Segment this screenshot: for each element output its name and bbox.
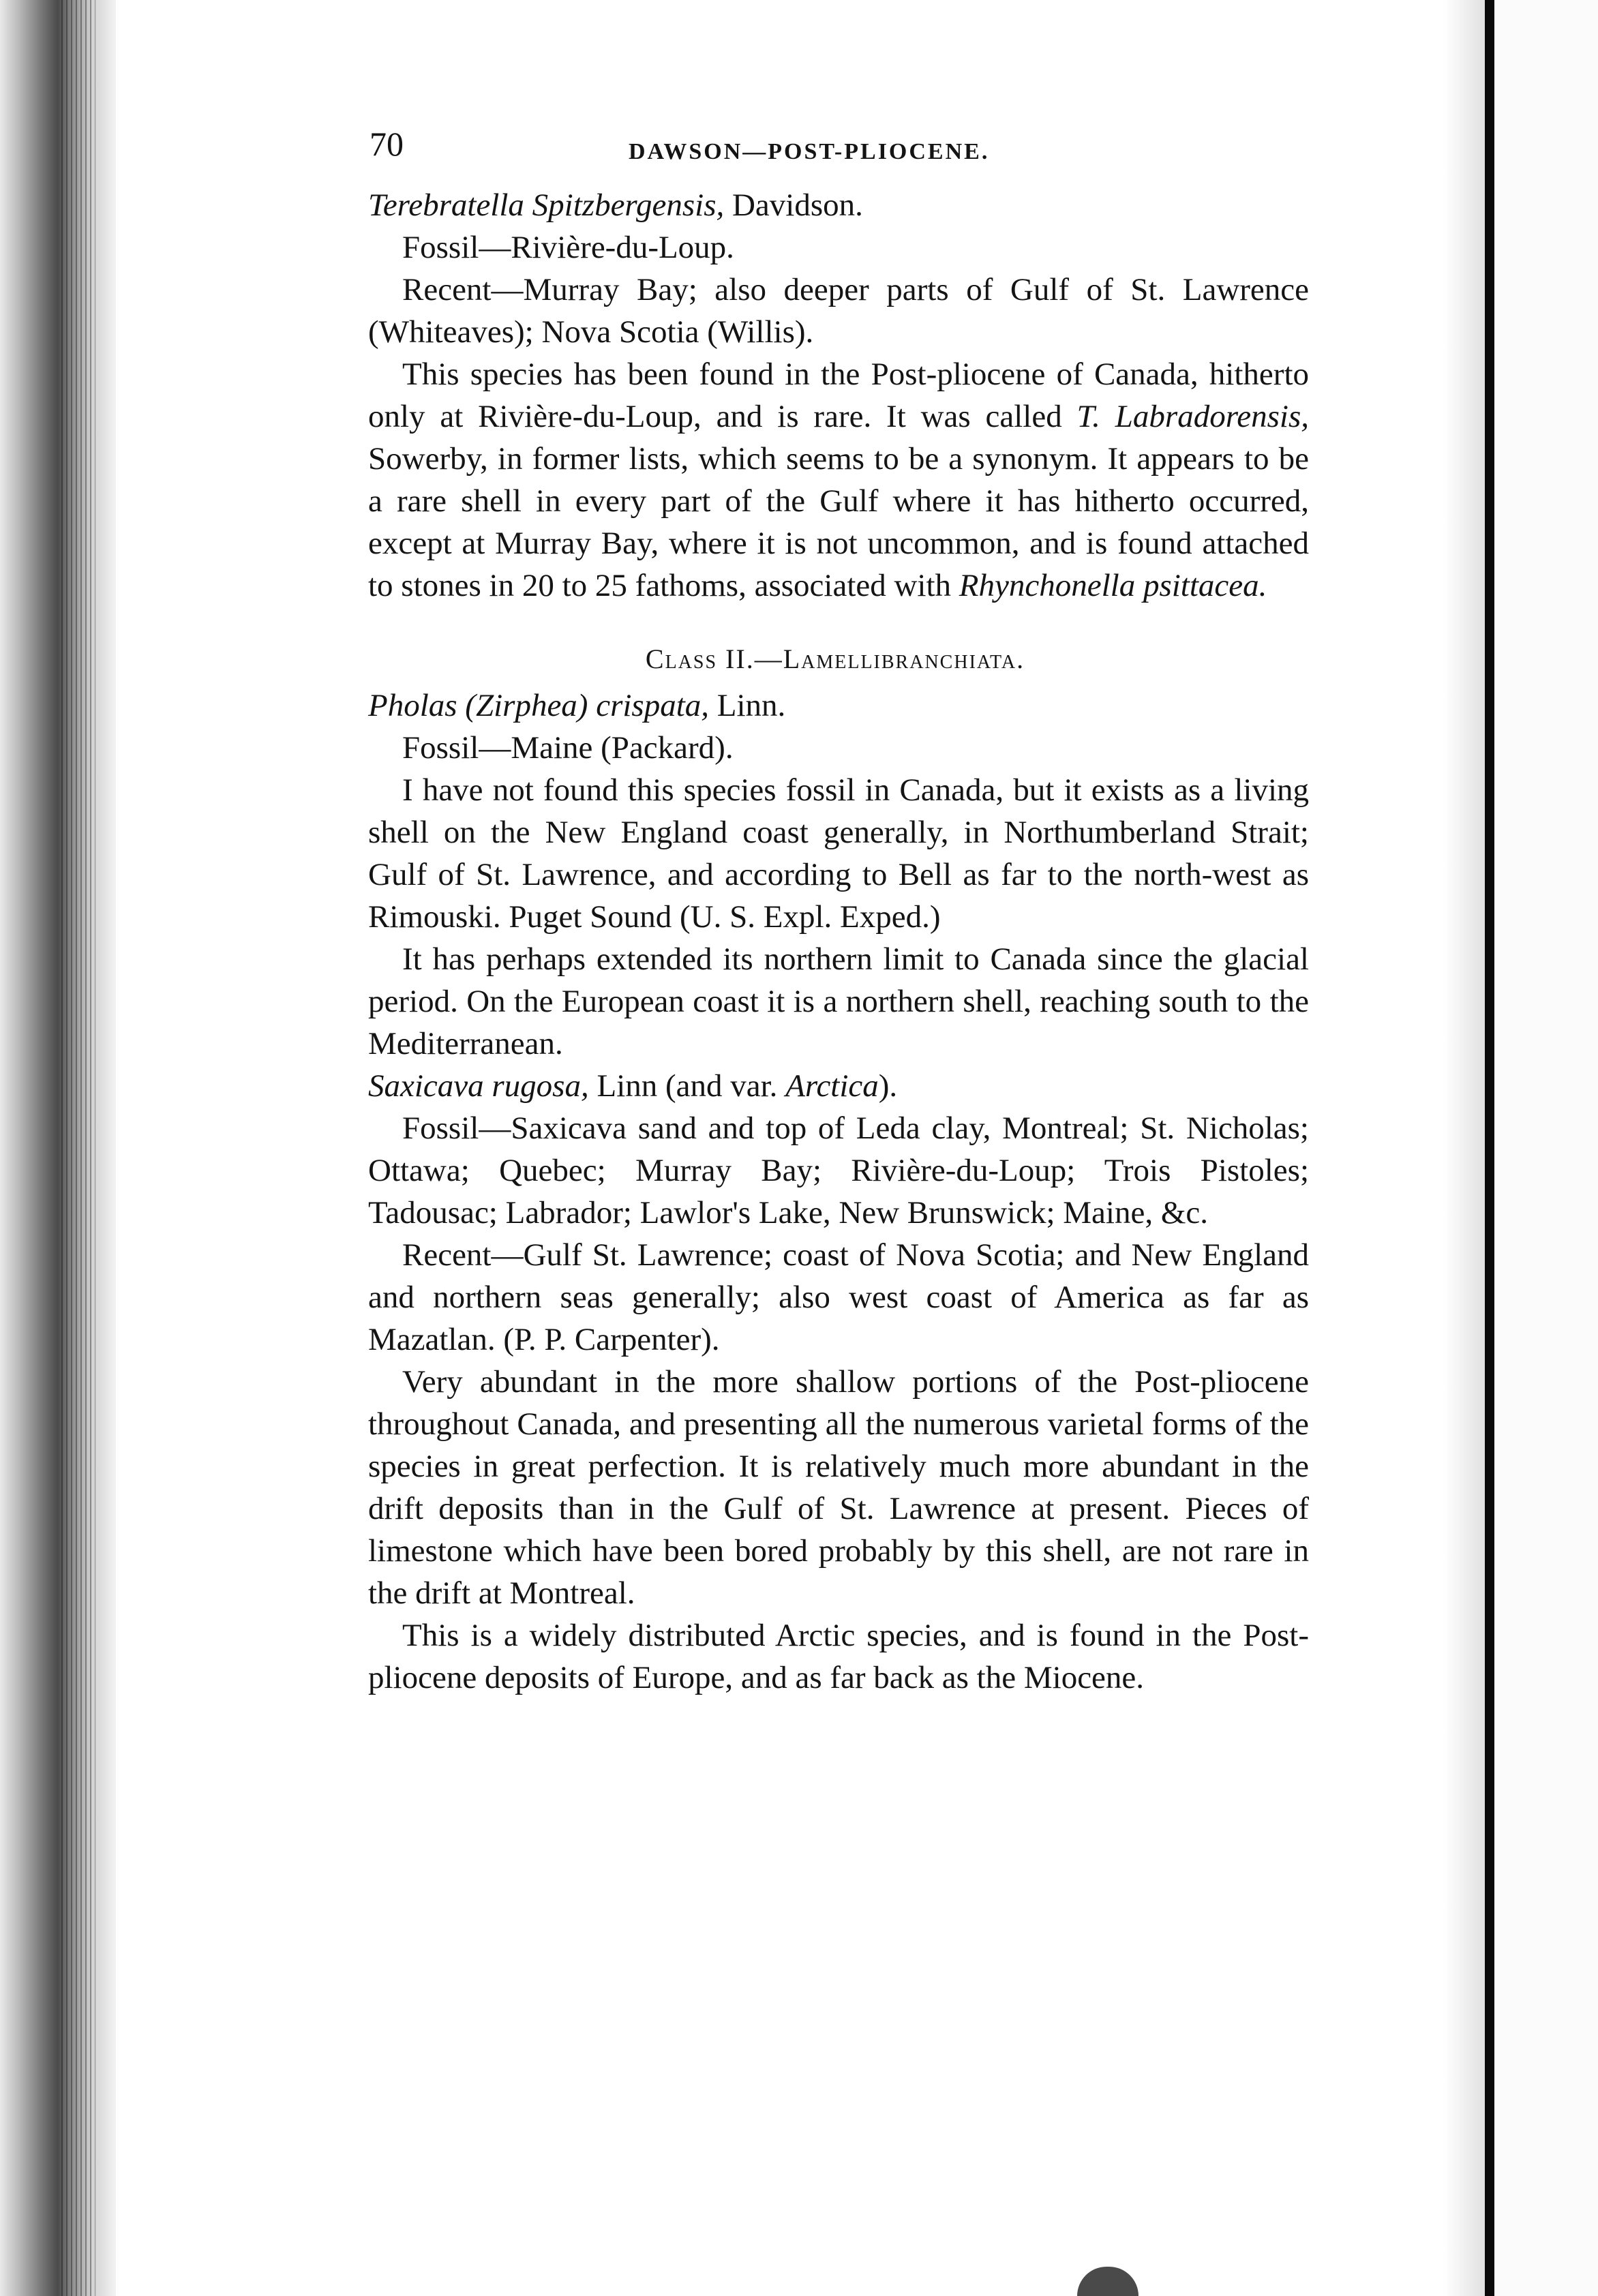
page-number: 70 (370, 125, 404, 163)
species-name: Saxicava rugosa, (368, 1068, 589, 1104)
description-text: Sowerby, in former lists, which seems to be a synonym. It appears to be a rare shell in every part of the Gulf where it has hitherto occurred, except at Murray Bay, where it is not uncommon, and is found attached to stones in 20 to 25 fathoms, associated with (368, 441, 1309, 603)
page-edge-lines (61, 0, 95, 2296)
description-text: This species has been found in the Post-pliocene of Canada, hitherto only at Rivière-du-Loup, and is rare. It was called (368, 357, 1309, 434)
book-page (361, 123, 1309, 1699)
fossil-record: Fossil—Maine (Packard). (402, 730, 734, 766)
associated-species: Rhynchonella psittacea. (959, 568, 1267, 603)
species-name: Pholas (Zirphea) crispata, (368, 688, 710, 723)
section-heading: Class II.—Lamellibranchiata. (645, 644, 1025, 674)
species-description: I have not found this species fossil in Canada, but it exists as a living shell on the New England coast generally, in Northumberland Strait; Gulf of St. Lawrence, and according to Bell as far to the north-west as Rimouski. Puget Sound (U. S. Expl. Exped.) (368, 772, 1309, 935)
page-header (361, 123, 1309, 170)
species-author: Davidson. (724, 187, 863, 223)
recent-record: Recent—Murray Bay; also deeper parts of Gulf of St. Lawrence (Whiteaves); Nova Scotia (Willis). (368, 272, 1309, 350)
species-name: Terebratella Spitzbergensis, (368, 187, 725, 223)
page-shadow-right (1444, 0, 1485, 2296)
species-heading-pholas (361, 684, 1309, 727)
book-binding-edge (0, 0, 116, 2296)
species-author: Linn (and var. (588, 1068, 786, 1104)
recent-record: Recent—Gulf St. Lawrence; coast of Nova Scotia; and New England and northern seas generally; also west coast of America as far as Mazatlan. (P. P. Carpenter). (368, 1237, 1309, 1357)
species-description: Very abundant in the more shallow portions of the Post-pliocene throughout Canada, and presenting all the numerous varietal forms of the species in great perfection. It is relatively much more abundant in the drift deposits than in the Gulf of St. Lawrence at present. Pieces of limestone which have been bored probably by this shell, are not rare in the drift at Montreal. (368, 1364, 1309, 1611)
scan-margin-right (1494, 0, 1598, 2296)
species-description (361, 353, 1309, 607)
variety-name: Arctica (785, 1068, 879, 1104)
species-description: This is a widely distributed Arctic species, and is found in the Post-pliocene deposits of Europe, and as far back as the Miocene. (368, 1618, 1309, 1695)
scan-artifact (1077, 2267, 1139, 2296)
running-title: DAWSON—POST-PLIOCENE. (629, 139, 990, 164)
fossil-record: Fossil—Rivière-du-Loup. (402, 230, 734, 265)
synonym-name: T. Labradorensis, (1076, 399, 1309, 434)
fossil-record: Fossil—Saxicava sand and top of Leda clay, Montreal; St. Nicholas; Ottawa; Quebec; Murray Bay; Rivière-du-Loup; Trois Pistoles; Tadousac; Labrador; Lawlor's Lake, New Brunswick; Maine, &c. (368, 1111, 1309, 1230)
species-description: It has perhaps extended its northern limit to Canada since the glacial period. On the European coast it is a northern shell, reaching south to the Mediterranean. (368, 941, 1309, 1061)
species-author: Linn. (709, 688, 786, 723)
species-heading-terebratella (361, 184, 1309, 226)
species-author-end: ). (878, 1068, 898, 1104)
species-heading-saxicava (361, 1065, 1309, 1107)
scan-border-right (1485, 0, 1494, 2296)
